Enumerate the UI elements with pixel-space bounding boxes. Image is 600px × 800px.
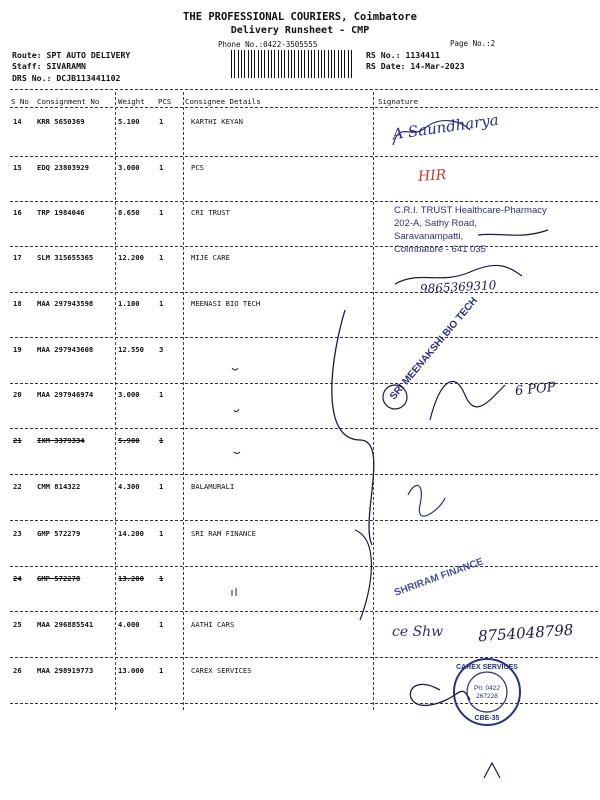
row-details: SRI RAM FINANCE — [191, 529, 256, 538]
row-weight: 14.200 — [118, 529, 144, 538]
route-label: Route: — [12, 50, 42, 60]
stamp-mid-text: 267228 — [476, 693, 498, 700]
col-signature: Signature — [378, 97, 419, 106]
row-pcs: 1 — [159, 529, 164, 538]
signature-row25: ce Shw — [392, 624, 444, 640]
cri-stamp-line: Coimbatore - 641 035 — [394, 244, 486, 255]
row-details: MIJE CARE — [191, 253, 230, 262]
row-consignment: GMP 572279 — [37, 529, 81, 538]
row-pcs: 1 — [159, 253, 164, 262]
company-name: THE PROFESSIONAL COURIERS, Coimbatore — [183, 11, 417, 23]
row14-signature-stroke — [393, 121, 470, 145]
signature-row14: A Saundharya — [391, 110, 500, 144]
row-weight: 13.200 — [118, 574, 144, 583]
row-consignment: CMM 814322 — [37, 482, 81, 491]
row-sno: 21 — [13, 436, 22, 445]
signature-row15: HIR — [417, 167, 447, 185]
row-weight: 8.650 — [118, 208, 140, 217]
row-consignment: MAA 297946974 — [37, 390, 94, 399]
row-consignment: KRR 5650369 — [37, 117, 85, 126]
phone-handwriting-row25: 8754048798 — [477, 620, 574, 646]
row-sno: 15 — [13, 163, 22, 172]
page-number: Page No.:2 — [450, 39, 496, 48]
cri-stamp-line: 202-A, Sathy Road, — [394, 218, 477, 229]
circle-mark — [383, 385, 407, 409]
phone-number: Phone No.:0422-3505555 — [218, 40, 318, 49]
row-sno: 17 — [13, 253, 22, 262]
runsheet-title: Delivery Runsheet - CMP — [230, 25, 370, 36]
col-weight: Weight — [118, 97, 145, 106]
row-sno: 18 — [13, 299, 22, 308]
row-details: AATHI CARS — [191, 620, 235, 629]
row-sno: 23 — [13, 529, 22, 538]
row-weight: 12.550 — [118, 345, 144, 354]
stamp-top-text: CAREX SERVICES — [456, 664, 518, 671]
row-sno: 24 — [13, 574, 22, 583]
row22-signature-stroke — [408, 485, 445, 516]
row26-signature-stroke — [410, 684, 470, 705]
row17-signature-stroke — [395, 265, 522, 284]
meenakshi-stamp: SRI MEENAKSHI BIO TECH — [388, 295, 480, 403]
row23-bracket-stroke — [355, 530, 371, 620]
drs-label: DRS No.: — [12, 73, 52, 83]
col-sno: S No — [11, 97, 29, 106]
row-weight: 4.300 — [118, 482, 140, 491]
rs-no-value: 1134411 — [405, 50, 440, 60]
row-weight: 5.100 — [118, 117, 140, 126]
drs-value: DCJB113441102 — [56, 73, 121, 83]
row16-signature-stroke — [478, 230, 548, 235]
rs-date-value: 14-Mar-2023 — [410, 61, 465, 71]
row-pcs: 1 — [159, 620, 164, 629]
row-weight: 13.000 — [118, 666, 144, 675]
route-value: SPT AUTO DELIVERY — [46, 50, 131, 60]
row-pcs: 1 — [159, 390, 164, 399]
rs-date-label: RS Date: — [366, 61, 406, 71]
row-consignment: GMP 572278 — [37, 574, 81, 583]
row-sno: 26 — [13, 666, 22, 675]
row-consignment: IXM 3379334 — [37, 436, 85, 445]
stamp-mid-text: Ph: 0422 — [473, 685, 501, 692]
row-sno: 22 — [13, 482, 22, 491]
row-consignment: MAA 297943598 — [37, 299, 94, 308]
row-details: KARTHI KEYAN — [191, 117, 243, 126]
row-pcs: 1 — [159, 163, 164, 172]
row-consignment: MAA 296885541 — [37, 620, 94, 629]
row20-tick — [234, 409, 239, 412]
row-weight: 4.000 — [118, 620, 140, 629]
row-weight: 12.200 — [118, 253, 144, 262]
row-sno: 16 — [13, 208, 22, 217]
staff-value: SIVARAMN — [46, 61, 86, 71]
row-weight: 1.100 — [118, 299, 140, 308]
phone-handwriting-row17: 9865369310 — [419, 278, 497, 296]
row-pcs: 1 — [159, 574, 164, 583]
cri-stamp-line: C.R.I. TRUST Healthcare-Pharmacy — [394, 205, 547, 216]
row-details: CRI TRUST — [191, 208, 230, 217]
note-handwriting: 6 POP — [514, 379, 557, 400]
long-bracket-stroke — [332, 310, 374, 545]
row-pcs: 1 — [159, 299, 164, 308]
bottom-tick-stroke — [484, 763, 500, 778]
col-details: Consignee Details — [185, 97, 261, 106]
row21-tick — [234, 452, 240, 454]
row-details: PCS — [191, 163, 204, 172]
sriram-stamp: SHRIRAM FINANCE — [392, 556, 485, 599]
row-sno: 25 — [13, 620, 22, 629]
staff-label: Staff: — [12, 61, 42, 71]
col-consignment: Consignment No — [37, 97, 100, 106]
stamp-bottom-text: CBE-35 — [474, 715, 500, 722]
row-details: CAREX SERVICES — [191, 666, 252, 675]
row-details: MEENASI BIO TECH — [191, 299, 261, 308]
row-consignment: EDQ 23803929 — [37, 163, 89, 172]
row-pcs: 1 — [159, 117, 164, 126]
row-sno: 14 — [13, 117, 22, 126]
row-sno: 19 — [13, 345, 22, 354]
row-consignment: MAA 298919773 — [37, 666, 94, 675]
row-weight: 3.000 — [118, 163, 140, 172]
cri-stamp-line: Saravanampatti, — [394, 231, 464, 242]
row-weight: 3.000 — [118, 390, 140, 399]
col-pcs: PCS — [158, 97, 172, 106]
row-pcs: 1 — [159, 482, 164, 491]
row19-tick — [232, 368, 238, 370]
row-pcs: 1 — [159, 436, 164, 445]
row-sno: 20 — [13, 390, 22, 399]
row-consignment: TRP 1984046 — [37, 208, 85, 217]
row-weight: 5.900 — [118, 436, 140, 445]
row-pcs: 1 — [159, 666, 164, 675]
rs-no-label: RS No.: — [366, 50, 401, 60]
row-consignment: MAA 297943608 — [37, 345, 94, 354]
row-pcs: 1 — [159, 208, 164, 217]
row24-tick — [232, 588, 236, 596]
row-details: BALAMURALI — [191, 482, 235, 491]
row19-signature-stroke — [430, 381, 505, 420]
row-pcs: 3 — [159, 345, 164, 354]
row-consignment: SLM 315655365 — [37, 253, 94, 262]
